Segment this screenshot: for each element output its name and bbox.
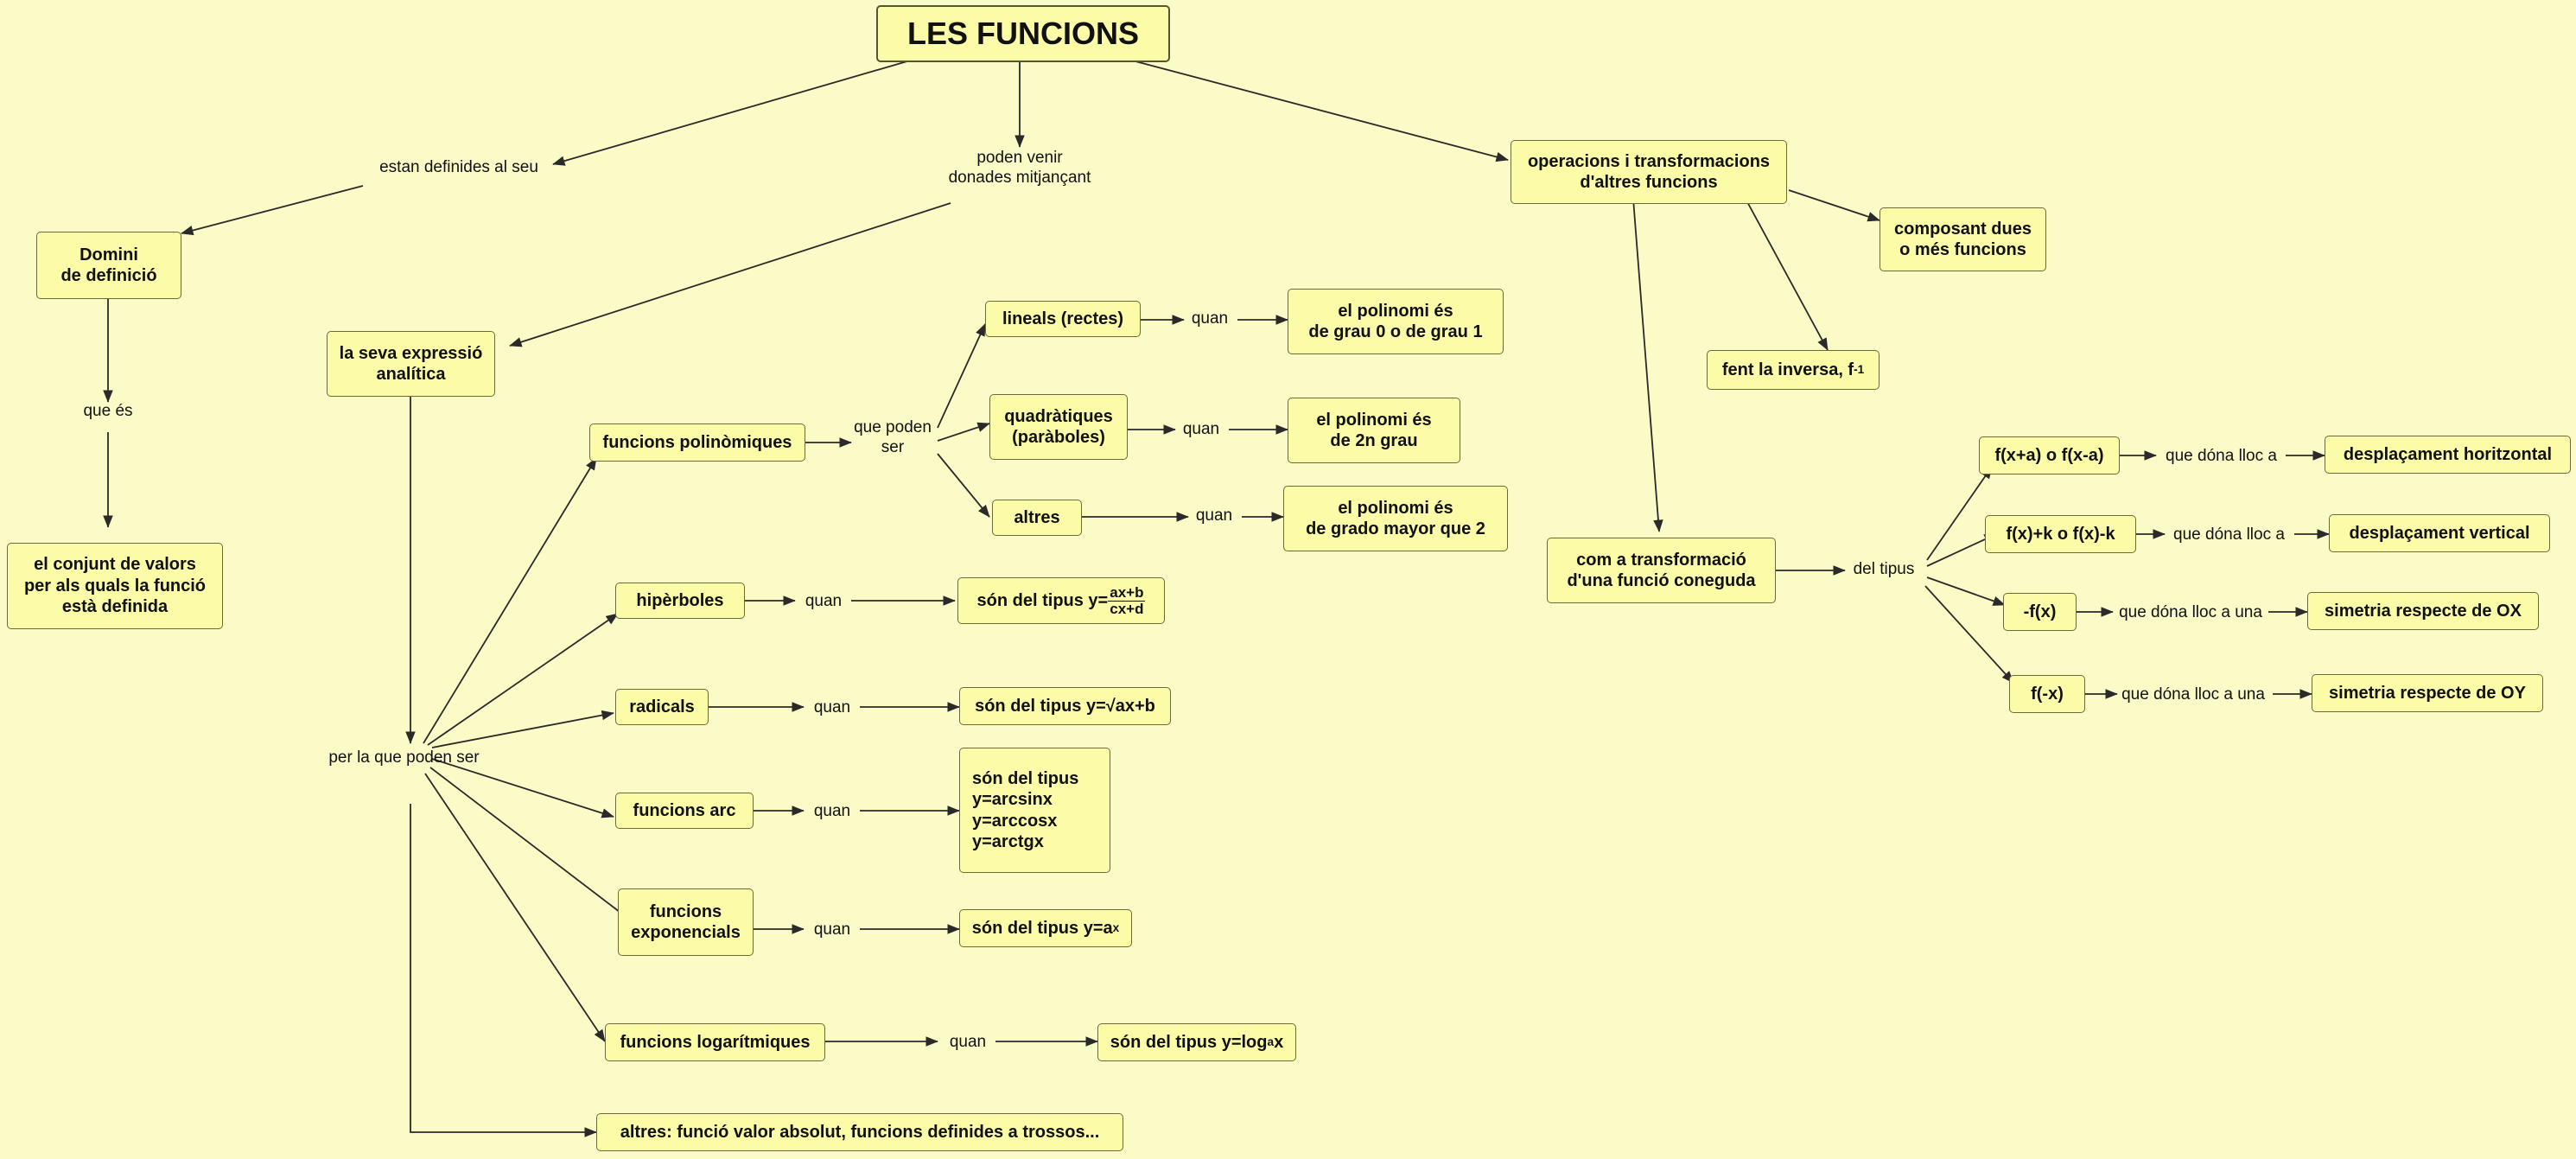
formula-hiperbola-prefix: són del tipus y= (976, 590, 1109, 610)
node-com-a-transformacio[interactable]: com a transformació d'una funció coneguda (1547, 538, 1776, 603)
node-tipus-logaritme (1097, 1023, 1296, 1061)
edge-label-per-la-que-poden-ser: per la que poden ser (328, 748, 480, 767)
node-f-x-mes-a[interactable]: f(x+a) o f(x-a) (1979, 436, 2120, 474)
node-composant-funcions[interactable]: composant dues o més funcions (1880, 207, 2046, 271)
node-funcions-polinomiques[interactable]: funcions polinòmiques (589, 423, 805, 462)
node-lineals-rectes[interactable]: lineals (rectes) (985, 301, 1141, 337)
edge-label-quan-5: quan (813, 698, 851, 716)
edge-label-dona-lloc-4: que dóna lloc a una (2121, 685, 2265, 704)
node-hiperboles[interactable]: hipèrboles (615, 583, 745, 619)
edge-label-que-poden-ser: que poden ser (854, 418, 932, 456)
edge-label-quan-4: quan (805, 592, 843, 610)
node-simetria-oy[interactable]: simetria respecte de OY (2312, 674, 2543, 712)
node-funcions-arc[interactable]: funcions arc (615, 793, 754, 829)
node-f-x-mes-k[interactable]: f(x)+k o f(x)-k (1985, 515, 2136, 553)
node-tipus-arc: són del tipus y=arcsinx y=arccosx y=arctgx (959, 748, 1110, 873)
node-desplacament-horitzontal[interactable]: desplaçament horitzontal (2325, 436, 2571, 474)
formula-logaritme-base: a (1267, 1035, 1275, 1048)
node-tipus-radical: són del tipus y=√ax+b (959, 687, 1171, 725)
node-inversa-exponent: -1 (1854, 362, 1865, 376)
edge-label-quan-3: quan (1195, 506, 1233, 525)
node-polinomi-grau-0-1[interactable]: el polinomi és de grau 0 o de grau 1 (1288, 289, 1504, 354)
node-les-funcions[interactable]: LES FUNCIONS (876, 5, 1170, 62)
formula-logaritme-prefix: són del tipus y=log (1110, 1032, 1268, 1052)
node-polinomi-2n-grau[interactable]: el polinomi és de 2n grau (1288, 398, 1460, 463)
node-domini-de-definicio[interactable]: Domini de definició (36, 232, 181, 299)
formula-exponencial-prefix: són del tipus y=a (971, 918, 1113, 938)
node-polinomi-grau-major-2[interactable]: el polinomi és de grado mayor que 2 (1283, 486, 1508, 551)
fraction-numerator: ax+b (1110, 583, 1144, 601)
edge-label-estan-definides: estan definides al seu (379, 158, 538, 176)
node-fent-la-inversa (1707, 350, 1880, 390)
edge-label-del-tipus: del tipus (1853, 560, 1915, 578)
edge-label-quan-7: quan (813, 920, 851, 939)
formula-exponencial-exponent: x (1112, 920, 1120, 934)
formula-logaritme-suffix: x (1274, 1032, 1284, 1052)
node-expressio-analitica[interactable]: la seva expressió analítica (327, 331, 495, 397)
fraction-denominator: cx+d (1110, 600, 1144, 617)
node-funcions-logaritmiques[interactable]: funcions logarítmiques (605, 1023, 825, 1061)
node-radicals[interactable]: radicals (615, 689, 709, 725)
node-altres-polinomis[interactable]: altres (992, 500, 1082, 536)
node-f-menys-x[interactable]: f(-x) (2009, 675, 2085, 713)
edge-label-dona-lloc-3: que dóna lloc a una (2119, 603, 2262, 621)
node-operacions-transformacions[interactable]: operacions i transformacions d'altres funcions (1511, 140, 1787, 204)
node-funcions-exponencials[interactable]: funcions exponencials (618, 888, 754, 956)
edge-label-que-es: que és (83, 402, 133, 420)
node-simetria-ox[interactable]: simetria respecte de OX (2307, 592, 2539, 630)
edge-label-dona-lloc-1: que dóna lloc a (2166, 447, 2277, 465)
node-desplacament-vertical[interactable]: desplaçament vertical (2329, 514, 2550, 552)
node-conjunt-de-valors[interactable]: el conjunt de valors per als quals la funció està definida (7, 543, 223, 629)
edge-label-quan-1: quan (1191, 309, 1229, 328)
node-quadratiques-paraboles[interactable]: quadràtiques (paràboles) (989, 394, 1128, 460)
edge-label-quan-2: quan (1182, 420, 1220, 438)
node-inversa-text: fent la inversa, f (1721, 360, 1854, 379)
node-altres-funcions[interactable]: altres: funció valor absolut, funcions definides a trossos... (596, 1113, 1123, 1151)
node-tipus-exponencial (959, 909, 1132, 947)
edge-label-quan-8: quan (949, 1033, 987, 1051)
edge-label-quan-6: quan (813, 802, 851, 820)
node-tipus-hiperbola (957, 577, 1165, 624)
edge-label-poden-venir: poden venir donades mitjançant (948, 149, 1091, 187)
edge-label-dona-lloc-2: que dóna lloc a (2173, 525, 2285, 544)
formula-hiperbola-fraction (1108, 585, 1145, 617)
node-menys-f-x[interactable]: -f(x) (2003, 593, 2077, 631)
